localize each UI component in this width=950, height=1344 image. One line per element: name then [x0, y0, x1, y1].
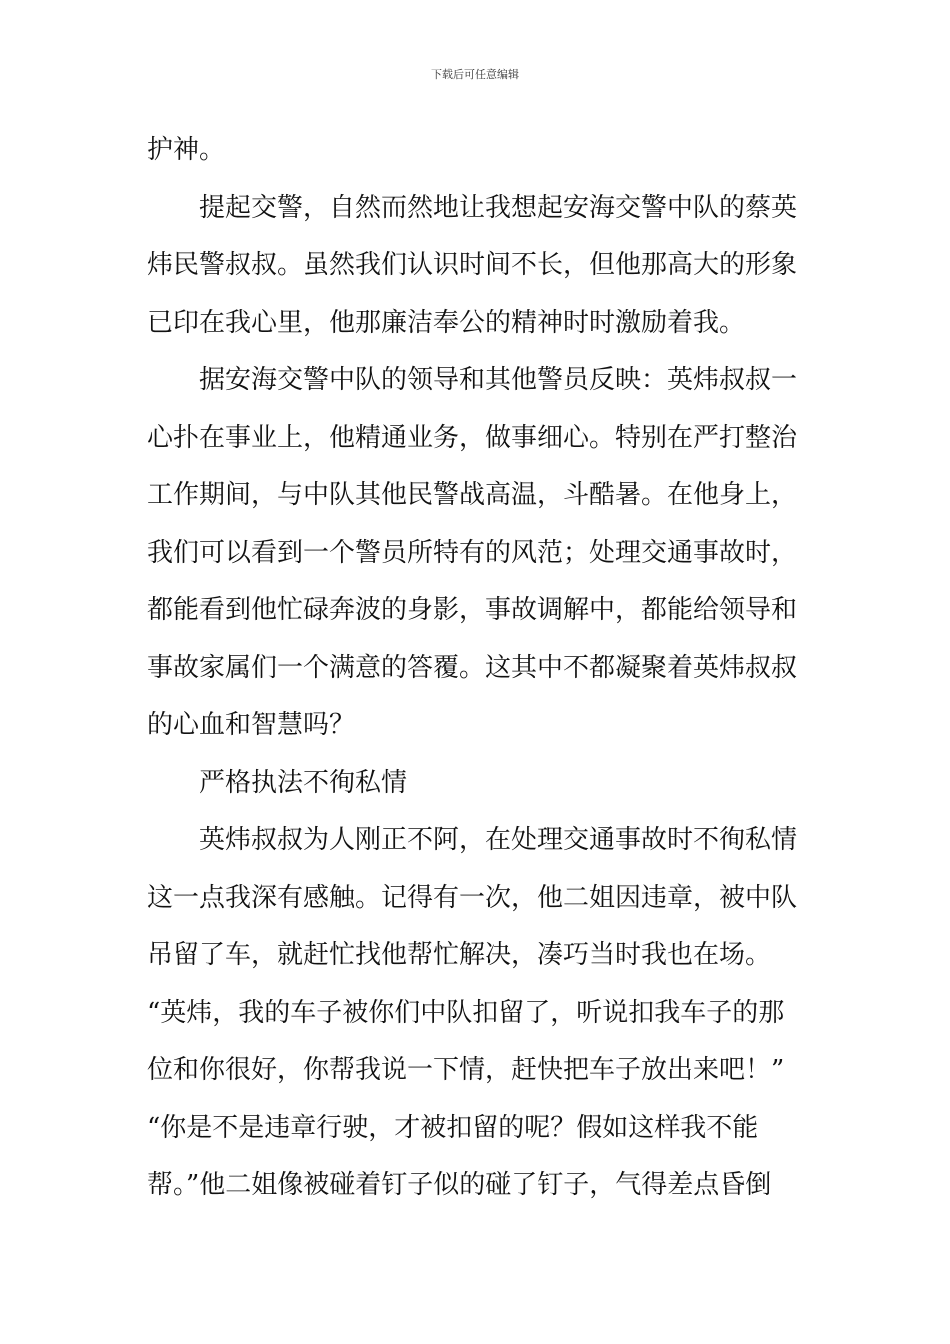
text-line-8: 我们可以看到一个警员所特有的风范；处理交通事故时，	[147, 537, 798, 568]
section-heading: 严格执法不徇私情	[199, 767, 408, 798]
page-header: 下载后可任意编辑	[431, 68, 519, 81]
text-line-5: 据安海交警中队的领导和其他警员反映：英炜叔叔一	[199, 365, 798, 395]
text-line-10: 事故家属们一个满意的答覆。这其中不都凝聚着英炜叔叔	[147, 652, 798, 683]
text-line-4: 已印在我心里，他那廉洁奉公的精神时时激励着我。	[147, 307, 746, 338]
text-line-17: 位和你很好，你帮我说一下情，赶快把车子放出来吧！”	[147, 1055, 785, 1085]
text-line-11: 的心血和智慧吗？	[147, 710, 356, 740]
text-line-18: “你是不是违章行驶，才被扣留的呢？假如这样我不能	[147, 1112, 759, 1143]
text-line-1: 护神。	[147, 135, 226, 165]
text-line-9: 都能看到他忙碌奔波的身影，事故调解中，都能给领导和	[147, 595, 798, 625]
text-line-3: 炜民警叔叔。虽然我们认识时间不长，但他那高大的形象	[147, 250, 798, 280]
text-line-16: “英炜，我的车子被你们中队扣留了，听说扣我车子的那	[147, 997, 785, 1028]
text-line-14: 这一点我深有感触。记得有一次，他二姐因违章，被中队	[147, 882, 798, 913]
text-line-2: 提起交警，自然而然地让我想起安海交警中队的蔡英	[199, 192, 798, 223]
document-body	[147, 122, 809, 1215]
text-line-19: 帮。”他二姐像被碰着钉子似的碰了钉子，气得差点昏倒	[147, 1170, 772, 1200]
text-line-7: 工作期间，与中队其他民警战高温，斗酷暑。在他身上，	[147, 480, 798, 510]
text-line-6: 心扑在事业上，他精通业务，做事细心。特别在严打整治	[147, 422, 798, 453]
text-line-15: 吊留了车，就赶忙找他帮忙解决，凑巧当时我也在场。	[147, 940, 772, 970]
text-line-13: 英炜叔叔为人刚正不阿，在处理交通事故时不徇私情	[199, 825, 798, 855]
